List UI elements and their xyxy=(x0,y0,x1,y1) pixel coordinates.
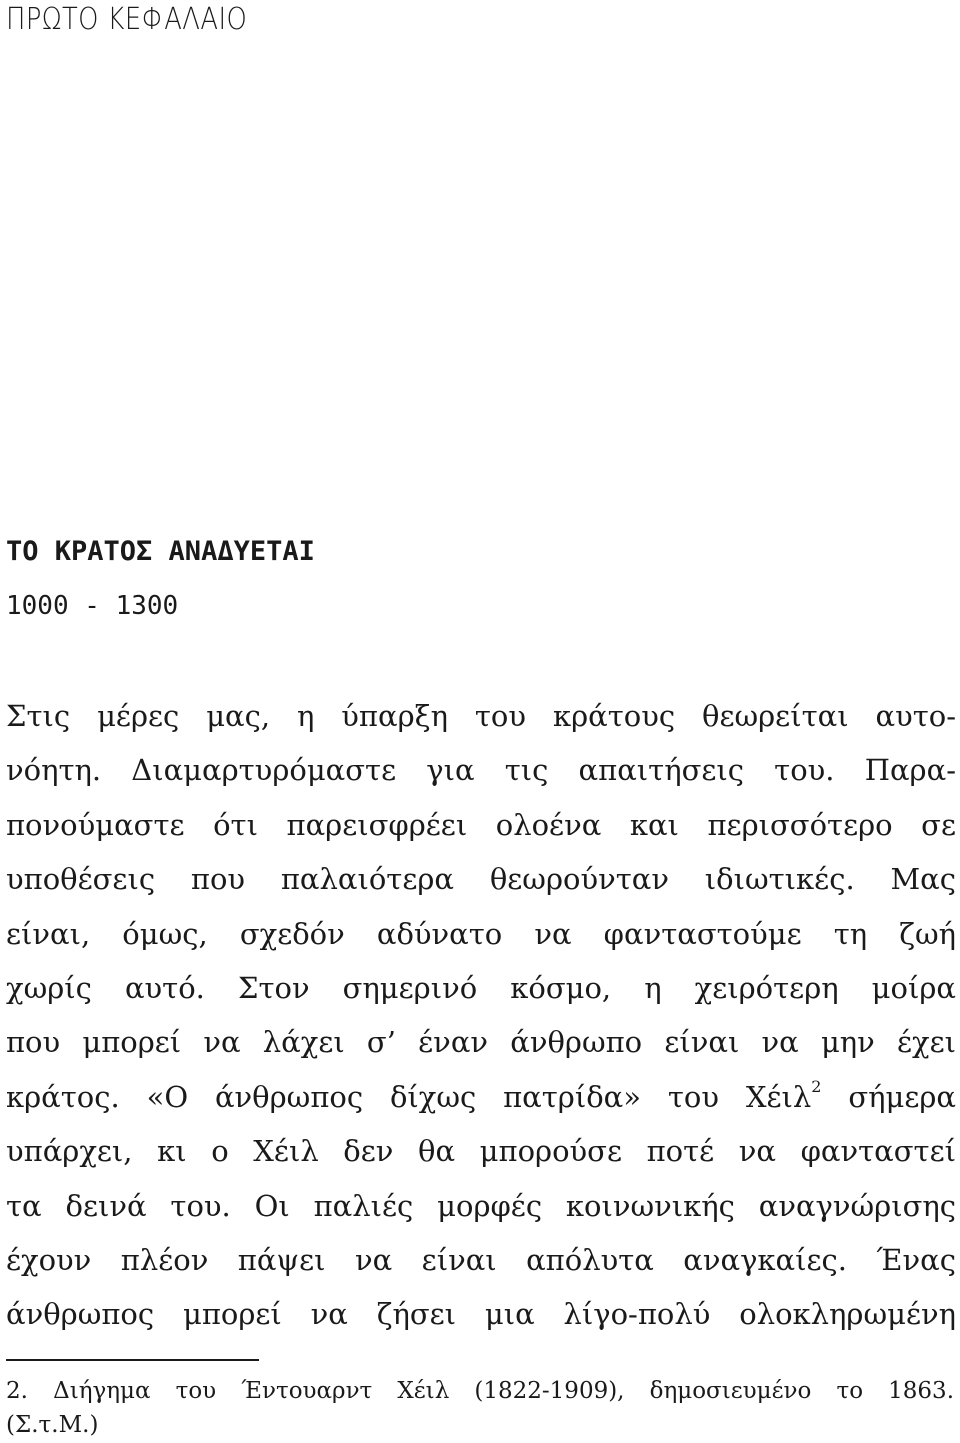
text-segment: σήμερα xyxy=(848,1079,956,1114)
text-line-with-footnote xyxy=(6,1070,956,1124)
footnote-divider xyxy=(6,1359,259,1361)
footnote xyxy=(6,1374,954,1442)
text-line: νόητη. Διαμαρτυρόμαστε για τις απαιτήσεις του. Παρα- xyxy=(6,753,956,788)
text-line: άνθρωπος μπορεί να ζήσει μια λίγο-πολύ ολοκληρωμένη xyxy=(6,1297,956,1332)
footnote-marker: 2 xyxy=(811,1077,822,1097)
text-line: υπάρχει, κι ο Χέιλ δεν θα μπορούσε ποτέ να φανταστεί xyxy=(6,1134,956,1169)
footnote-line xyxy=(6,1374,954,1408)
text-line: χωρίς αυτό. Στον σημερινό κόσμο, η χειρότερη μοίρα xyxy=(6,971,956,1006)
text-line: έχουν πλέον πάψει να είναι απόλυτα αναγκαίες. Ένας xyxy=(6,1243,956,1278)
text-segment: κράτος. «Ο άνθρωπος δίχως πατρίδα» του Χέιλ xyxy=(6,1079,812,1114)
running-head: ΠΡΩΤΟ ΚΕΦΑΛΑΙΟ xyxy=(6,2,248,37)
footnote-number: 2. xyxy=(6,1378,28,1404)
text-line: τα δεινά του. Οι παλιές μορφές κοινωνικής αναγνώρισης xyxy=(6,1188,956,1223)
text-line: Στις μέρες μας, η ύπαρξη του κράτους θεωρείται αυτο- xyxy=(6,699,956,733)
chapter-dates: 1000 - 1300 xyxy=(6,591,179,621)
text-line: υποθέσεις που παλαιότερα θεωρούνταν ιδιωτικές. Μας xyxy=(6,862,956,897)
body-paragraph xyxy=(6,689,956,1342)
footnote-text: Διήγημα του Έντουαρντ Χέιλ (1822-1909), δημοσιευμένο το 1863. xyxy=(53,1378,954,1404)
text-line: πονούμαστε ότι παρεισφρέει ολοένα και περισσότερο σε xyxy=(6,807,956,842)
footnote-line: (Σ.τ.Μ.) xyxy=(6,1412,99,1438)
chapter-title: ΤΟ ΚΡΑΤΟΣ ΑΝΑΔΥΕΤΑΙ xyxy=(6,536,315,567)
text-line: είναι, όμως, σχεδόν αδύνατο να φανταστούμε τη ζωή xyxy=(6,916,956,951)
text-line: που μπορεί να λάχει σ’ έναν άνθρωπο είναι να μην έχει xyxy=(6,1025,956,1060)
